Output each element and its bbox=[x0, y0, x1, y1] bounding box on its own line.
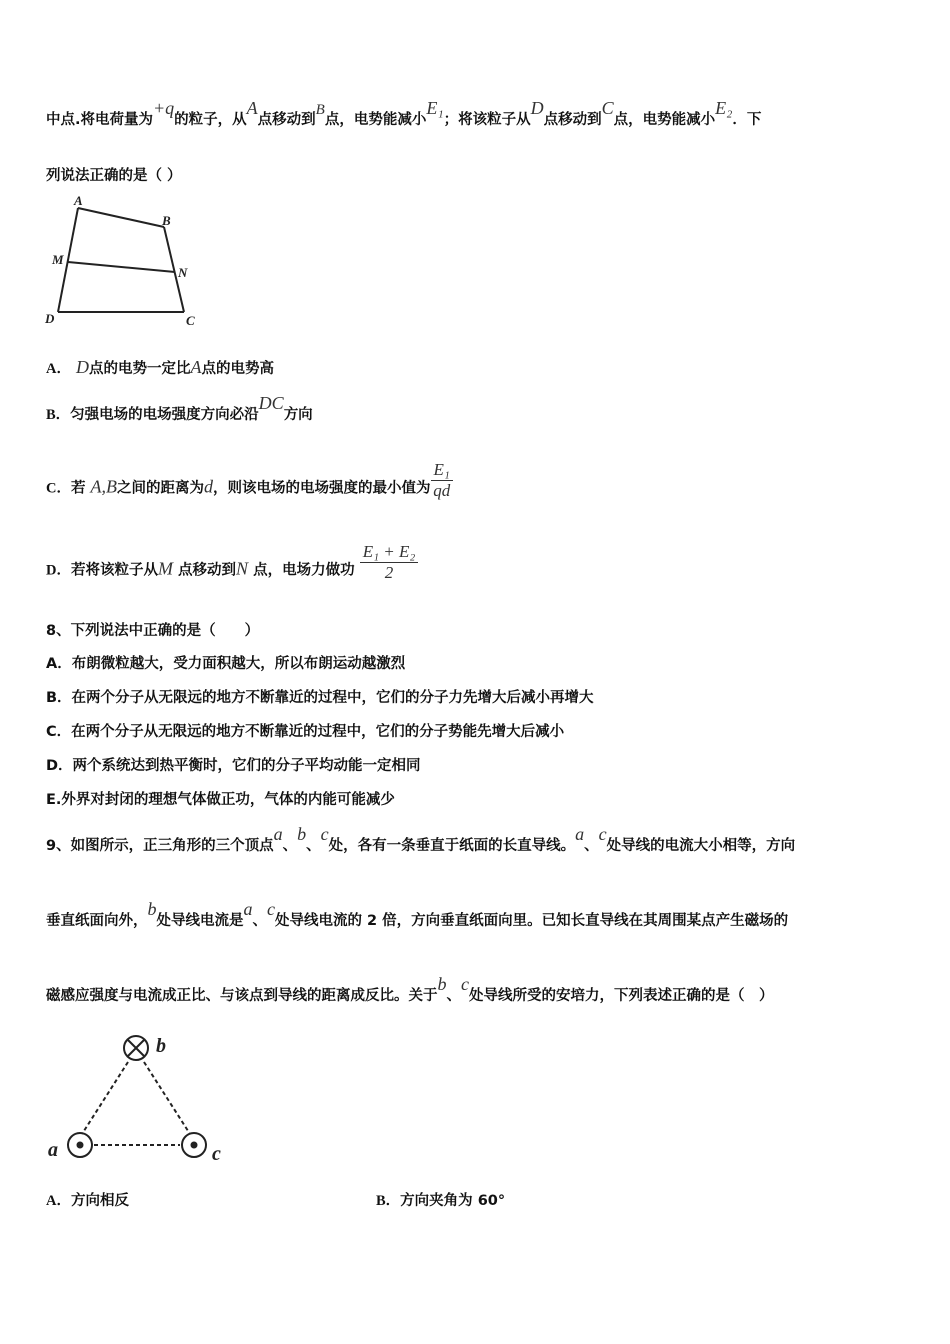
option-letter: B． bbox=[376, 1193, 401, 1209]
q8-option-c: C．在两个分子从无限远的地方不断靠近的过程中，它们的分子势能先增大后减小 bbox=[46, 724, 565, 740]
math: a bbox=[575, 824, 585, 844]
label-a: a bbox=[48, 1139, 58, 1161]
label-b: b bbox=[156, 1035, 166, 1057]
math-q: +q bbox=[153, 98, 175, 118]
label-A: A bbox=[74, 193, 83, 208]
denominator: qd bbox=[433, 481, 451, 500]
q7-option-d bbox=[46, 542, 418, 591]
text: 方向 bbox=[283, 407, 313, 423]
math-E1: E₁ bbox=[426, 98, 444, 118]
text: 、 bbox=[446, 988, 461, 1004]
math: M bbox=[157, 558, 173, 579]
wire-b-into-page-icon bbox=[124, 1036, 148, 1060]
q7-option-c bbox=[46, 460, 453, 509]
math: A,B bbox=[90, 476, 118, 497]
text: 、 bbox=[282, 838, 298, 854]
label-c: c bbox=[212, 1143, 221, 1165]
label-B: B bbox=[162, 213, 171, 228]
text: ；将该粒子从 bbox=[443, 112, 531, 128]
text: 、 bbox=[252, 913, 267, 929]
q8-option-e: E.外界对封闭的理想气体做正功，气体的内能可能减少 bbox=[46, 792, 395, 808]
math-D: D bbox=[530, 98, 544, 118]
q9-option-b bbox=[376, 1189, 505, 1210]
q8-option-d: D．两个系统达到热平衡时，它们的分子平均动能一定相同 bbox=[46, 758, 421, 774]
text: 之间的距离为 bbox=[117, 480, 205, 497]
math: a bbox=[243, 899, 253, 919]
text: 匀强电场的电场强度方向必沿 bbox=[70, 407, 259, 423]
text: ．下 bbox=[732, 112, 762, 128]
fraction bbox=[360, 542, 419, 583]
math: c bbox=[320, 824, 329, 844]
math: b bbox=[147, 899, 157, 919]
label-M: M bbox=[52, 252, 64, 267]
text: 处导线电流的 2 倍，方向垂直纸面向里。已知长直导线在其周围某点产生磁场的 bbox=[275, 913, 789, 929]
q9-option-a bbox=[46, 1189, 129, 1210]
q7-option-a bbox=[46, 357, 274, 378]
text: ，则该电场的电场强度的最小值为 bbox=[213, 480, 431, 497]
text: 点的电势高 bbox=[201, 361, 275, 377]
q8-stem: 8、下列说法中正确的是（ ） bbox=[46, 623, 260, 639]
math: a bbox=[273, 824, 283, 844]
math-A: A bbox=[246, 98, 258, 118]
text: 、 bbox=[584, 838, 599, 854]
text: 点移动到 bbox=[257, 112, 316, 128]
q8-option-a: A．布朗微粒越大，受力面积越大，所以布朗运动越激烈 bbox=[46, 656, 406, 672]
triangle-wires-figure bbox=[40, 1028, 240, 1173]
math: b bbox=[437, 974, 447, 994]
denominator: 2 bbox=[384, 563, 394, 582]
option-letter: A． bbox=[46, 361, 71, 377]
option-letter: A． bbox=[46, 1193, 71, 1209]
label-D: D bbox=[45, 311, 55, 326]
option-text: 方向相反 bbox=[70, 1193, 129, 1209]
q7-option-b bbox=[46, 393, 313, 424]
option-letter: C． bbox=[46, 480, 71, 497]
text: 若将该粒子从 bbox=[70, 562, 158, 579]
label-N: N bbox=[178, 265, 188, 280]
fraction bbox=[431, 460, 453, 501]
math: c bbox=[461, 974, 469, 994]
math: c bbox=[598, 824, 607, 844]
text: 点移动到 bbox=[178, 562, 237, 579]
q9-line2 bbox=[46, 899, 789, 930]
text: 若 bbox=[70, 480, 86, 497]
text: 点，电势能减小 bbox=[613, 112, 716, 128]
text: 处导线电流是 bbox=[156, 913, 244, 929]
text: 处导线所受的安培力，下列表述正确的是（ ） bbox=[469, 988, 774, 1004]
text: 中点.将电荷量为 bbox=[46, 112, 154, 128]
math: c bbox=[267, 899, 275, 919]
text: 磁感应强度与电流成正比、与该点到导线的距离成反比。关于 bbox=[46, 988, 438, 1004]
segment-mn bbox=[68, 262, 175, 272]
q9-line1 bbox=[46, 824, 796, 855]
q7-line1 bbox=[46, 98, 762, 129]
math-C: C bbox=[601, 98, 614, 118]
q7-line2: 列说法正确的是（ ） bbox=[46, 168, 182, 184]
math: N bbox=[236, 558, 249, 579]
label-C: C bbox=[186, 313, 195, 328]
q8-option-b: B．在两个分子从无限远的地方不断靠近的过程中，它们的分子力先增大后减小再增大 bbox=[46, 690, 594, 706]
option-letter: D． bbox=[46, 562, 71, 579]
trapezoid-figure bbox=[40, 192, 210, 332]
text: 点移动到 bbox=[543, 112, 602, 128]
text: 垂直纸面向外， bbox=[46, 913, 148, 929]
math: b bbox=[297, 824, 307, 844]
math-E2: E₂ bbox=[715, 98, 733, 118]
math: DC bbox=[258, 393, 284, 413]
math: D bbox=[76, 357, 90, 377]
edge-ab bbox=[78, 208, 164, 227]
text: 、 bbox=[306, 838, 321, 854]
option-letter: B． bbox=[46, 407, 71, 423]
text: 的粒子，从 bbox=[174, 112, 247, 128]
q9-line3 bbox=[46, 974, 774, 1005]
numerator: E₁ bbox=[431, 460, 453, 481]
text: 处，各有一条垂直于纸面的长直导线。 bbox=[328, 838, 576, 854]
numerator: E₁ + E₂ bbox=[360, 542, 419, 563]
text: 点，电势能减小 bbox=[324, 112, 427, 128]
text: 9、如图所示，正三角形的三个顶点 bbox=[46, 838, 274, 854]
option-text: 方向夹角为 60° bbox=[400, 1193, 506, 1209]
wire-c-out-of-page-icon bbox=[182, 1133, 206, 1157]
edge-bc bbox=[144, 1062, 190, 1134]
math: d bbox=[204, 476, 214, 497]
math-B: B bbox=[315, 102, 325, 118]
text: 点，电场力做功 bbox=[253, 562, 355, 579]
text: 处导线的电流大小相等，方向 bbox=[606, 838, 796, 854]
text: 点的电势一定比 bbox=[89, 361, 191, 377]
edge-ba bbox=[82, 1062, 128, 1134]
wire-a-out-of-page-icon bbox=[68, 1133, 92, 1157]
math: A bbox=[190, 357, 202, 377]
